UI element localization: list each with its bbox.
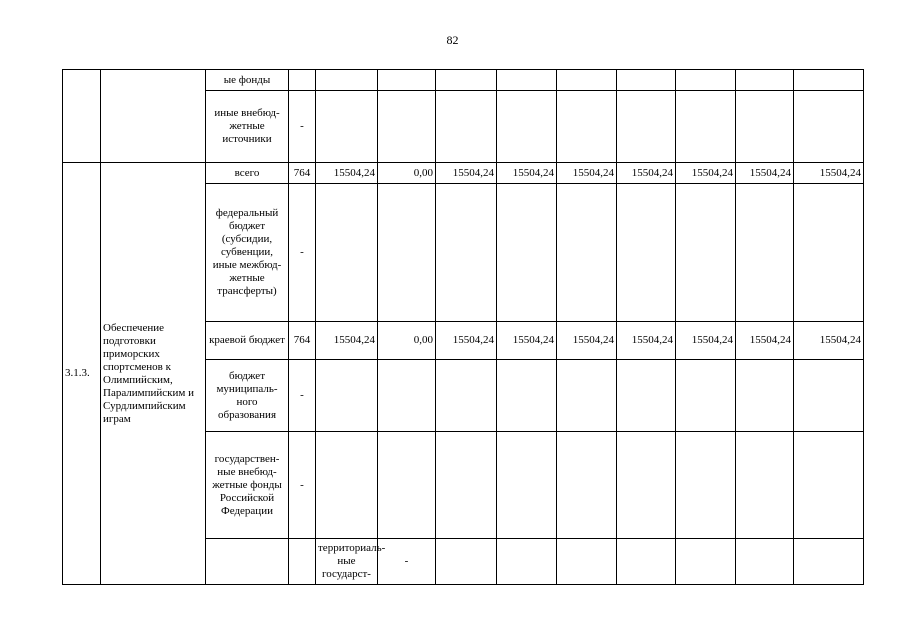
grbs-cell: - [289, 432, 316, 539]
value-cell [436, 432, 497, 539]
value-cell [436, 360, 497, 432]
value-cell [316, 184, 378, 322]
budget-table [62, 69, 864, 585]
value-cell: 15504,24 [557, 322, 617, 360]
value-cell: 15504,24 [436, 163, 497, 184]
value-cell [794, 91, 864, 163]
value-cell [617, 360, 676, 432]
funding-source-cell: иные внебюд-жетные источники [206, 91, 289, 163]
table-row [63, 70, 864, 91]
value-cell [436, 184, 497, 322]
funding-source-cell: федеральный бюджет (субсидии, субвенции, иные межбюд-жетные трансферты) [206, 184, 289, 322]
value-cell [676, 70, 736, 91]
funding-source-cell: краевой бюджет [206, 322, 289, 360]
value-cell [378, 184, 436, 322]
funding-source-cell: бюджет муниципаль-ного образования [206, 360, 289, 432]
page-number: 82 [446, 33, 459, 47]
value-cell [736, 432, 794, 539]
value-cell [557, 432, 617, 539]
value-cell: 15504,24 [736, 163, 794, 184]
value-cell [794, 184, 864, 322]
value-cell [676, 539, 736, 585]
value-cell [316, 70, 378, 91]
value-cell: 15504,24 [436, 322, 497, 360]
value-cell [557, 539, 617, 585]
value-cell [316, 432, 378, 539]
value-cell [676, 91, 736, 163]
value-cell [436, 70, 497, 91]
value-cell [436, 91, 497, 163]
grbs-cell [289, 70, 316, 91]
value-cell: 15504,24 [557, 163, 617, 184]
value-cell [794, 432, 864, 539]
value-cell: 15504,24 [497, 163, 557, 184]
value-cell [436, 539, 497, 585]
value-cell: 15504,24 [617, 163, 676, 184]
value-cell [316, 360, 378, 432]
value-cell: 0,00 [378, 163, 436, 184]
value-cell [736, 539, 794, 585]
value-cell: 15504,24 [617, 322, 676, 360]
value-cell [676, 184, 736, 322]
value-cell [497, 91, 557, 163]
value-cell [497, 70, 557, 91]
value-cell: 15504,24 [794, 322, 864, 360]
value-cell [378, 360, 436, 432]
value-cell: 15504,24 [497, 322, 557, 360]
value-cell: 15504,24 [736, 322, 794, 360]
value-cell: 15504,24 [676, 163, 736, 184]
value-cell [736, 91, 794, 163]
funding-source-cell: территориаль-ные государст- [316, 539, 378, 585]
value-cell [497, 184, 557, 322]
value-cell: 15504,24 [676, 322, 736, 360]
value-cell [676, 360, 736, 432]
value-cell [557, 184, 617, 322]
value-cell [676, 432, 736, 539]
value-cell: 15504,24 [316, 322, 378, 360]
funding-source-cell: государствен-ные внебюд-жетные фонды Российской Федерации [206, 432, 289, 539]
row-code-cell-empty [63, 70, 101, 163]
value-cell: 0,00 [378, 322, 436, 360]
value-cell [378, 91, 436, 163]
table-row [63, 163, 864, 184]
value-cell [617, 432, 676, 539]
grbs-cell: - [289, 184, 316, 322]
value-cell [736, 70, 794, 91]
value-cell [497, 432, 557, 539]
grbs-cell: 764 [289, 163, 316, 184]
value-cell [617, 70, 676, 91]
grbs-cell: - [289, 91, 316, 163]
value-cell [617, 184, 676, 322]
grbs-cell: - [289, 360, 316, 432]
value-cell [557, 91, 617, 163]
funding-source-cell: всего [206, 163, 289, 184]
row-code-cell: 3.1.3. [63, 163, 101, 585]
row-name-cell-empty [289, 539, 316, 585]
value-cell [794, 539, 864, 585]
value-cell: 15504,24 [316, 163, 378, 184]
value-cell [557, 360, 617, 432]
value-cell [316, 91, 378, 163]
value-cell [497, 539, 557, 585]
grbs-cell: 764 [289, 322, 316, 360]
value-cell [794, 360, 864, 432]
value-cell: 15504,24 [794, 163, 864, 184]
funding-source-cell: ые фонды [206, 70, 289, 91]
row-code-cell-empty [206, 539, 289, 585]
value-cell [736, 360, 794, 432]
value-cell [617, 91, 676, 163]
row-name-cell: Обеспечение подготовки приморских спортсменов к Олимпийским, Паралимпийским и Сурдлимпийским играм [101, 163, 206, 585]
row-name-cell-empty [101, 70, 206, 163]
value-cell [736, 184, 794, 322]
value-cell [497, 360, 557, 432]
value-cell [378, 432, 436, 539]
value-cell [794, 70, 864, 91]
value-cell [617, 539, 676, 585]
grbs-cell: - [378, 539, 436, 585]
value-cell [557, 70, 617, 91]
value-cell [378, 70, 436, 91]
